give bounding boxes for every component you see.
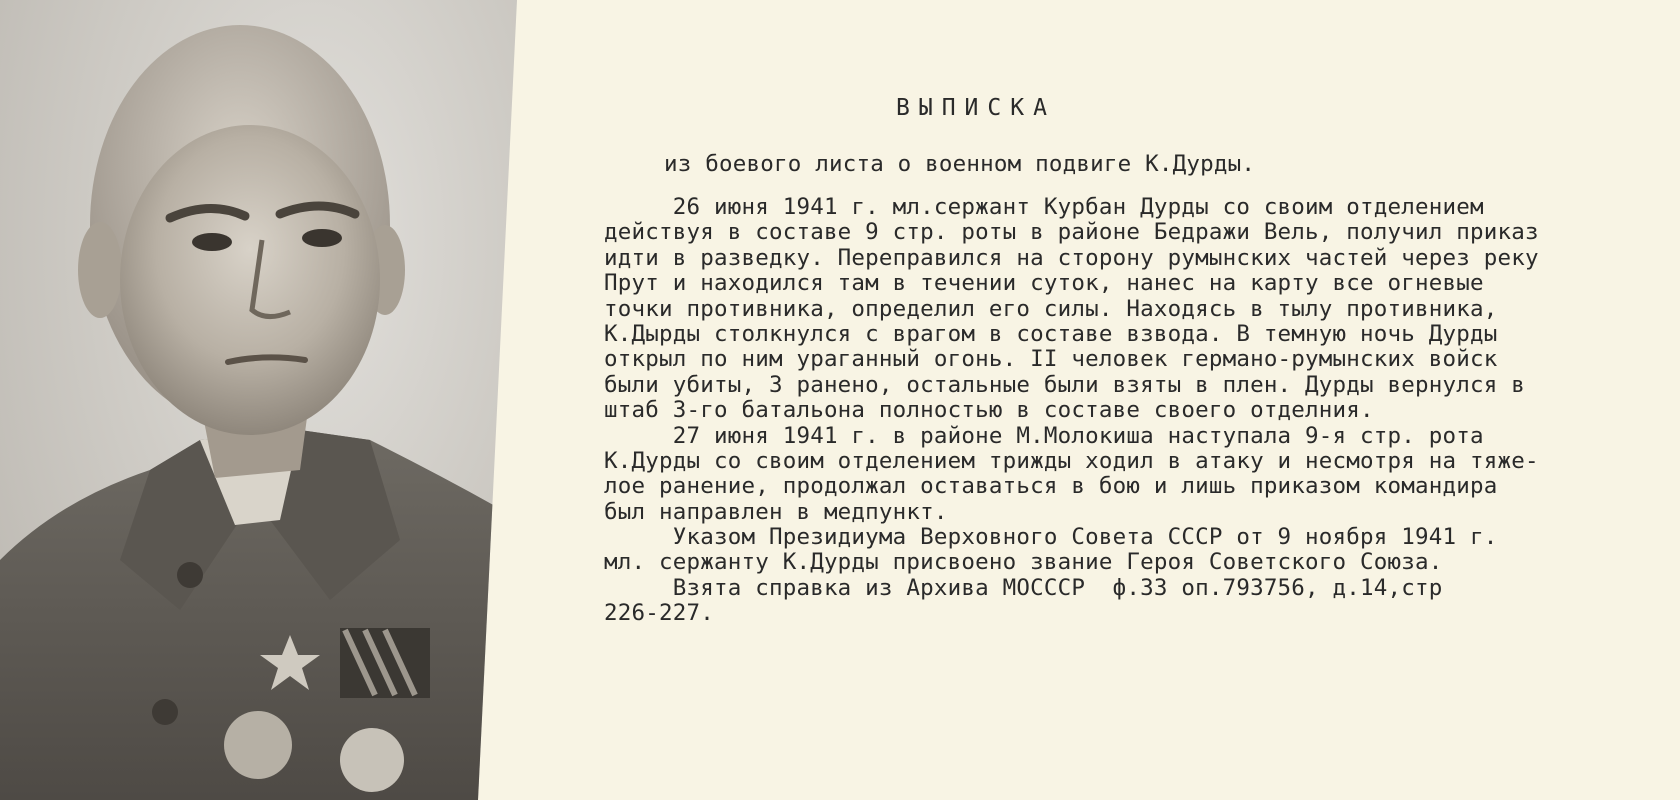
document-line: штаб 3-го батальона полностью в составе своего отделния. <box>604 397 1374 424</box>
document-line: К.Дырды столкнулся с врагом в составе взвода. В темную ночь Дурды <box>604 320 1498 347</box>
document-line: были убиты, 3 ранено, остальные были взяты в плен. Дурды вернулся в <box>604 371 1525 398</box>
document-line: был направлен в медпункт. <box>604 498 948 525</box>
document-line: К.Дурды со своим отделением трижды ходил в атаку и несмотря на тяже- <box>604 447 1539 474</box>
document-line: идти в разведку. Переправился на сторону румынских частей через реку <box>604 244 1539 271</box>
document-line: Указом Президиума Верховного Совета СССР от 9 ноября 1941 г. <box>604 524 1498 551</box>
document-line: 26 июня 1941 г. мл.сержант Курбан Дурды со своим отделением <box>604 194 1484 220</box>
document-line: 27 июня 1941 г. в районе М.Молокиша наступала 9-я стр. рота <box>604 422 1484 449</box>
document-subtitle: из боевого листа о военном подвиге К.Дурды. <box>664 151 1256 177</box>
portrait-photo <box>0 0 520 800</box>
document-line: действуя в составе 9 стр. роты в районе Бедражи Вель, получил приказ <box>604 219 1539 246</box>
document-title: ВЫПИСКА <box>896 95 1056 121</box>
document-body <box>604 195 1664 627</box>
portrait-drawing <box>0 0 520 800</box>
document-line: открыл по ним ураганный огонь. II человек германо-румынских войск <box>604 346 1498 373</box>
document-line: лое ранение, продолжал оставаться в бою и лишь приказом командира <box>604 473 1498 500</box>
document-line: 226-227. <box>604 600 714 627</box>
document-line: точки противника, определил его силы. Находясь в тылу противника, <box>604 295 1498 322</box>
document-line: Прут и находился там в течении суток, нанес на карту все огневые <box>604 270 1484 297</box>
faint-stamp-mark <box>1240 122 1252 146</box>
document-line: Взята справка из Архива МОСССР ф.33 оп.793756, д.14,стр <box>604 574 1443 601</box>
document-line: мл. сержанту К.Дурды присвоено звание Героя Советского Союза. <box>604 549 1443 576</box>
